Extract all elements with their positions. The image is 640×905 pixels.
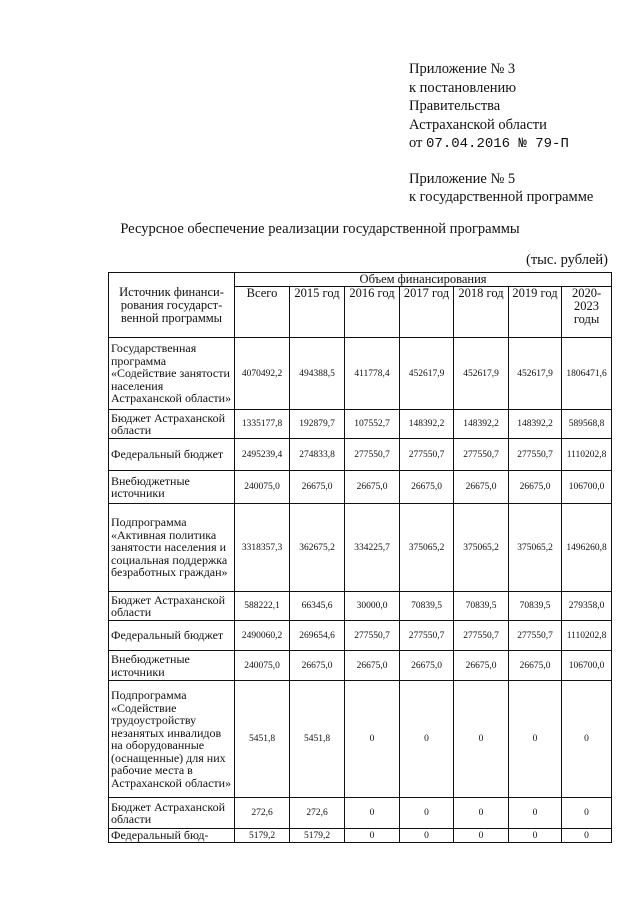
- cell-2019: 70839,5: [509, 592, 562, 621]
- cell-2018: 26675,0: [454, 651, 509, 681]
- cell-2017: 70839,5: [400, 592, 454, 621]
- cell-2015: 5179,2: [290, 829, 345, 843]
- table-row: [109, 681, 612, 798]
- cell-2018: 452617,9: [454, 338, 509, 410]
- approval-line-3: Правительства: [409, 98, 501, 114]
- cell-2020-2023: 589568,8: [562, 410, 612, 439]
- cell-total: 3318357,3: [235, 504, 290, 592]
- volume-header: Объем финансирования: [235, 273, 612, 287]
- cell-2017: 277550,7: [400, 439, 454, 471]
- cell-2019: 26675,0: [509, 651, 562, 681]
- cell-total: 240075,0: [235, 651, 290, 681]
- cell-2016: 0: [345, 798, 400, 829]
- row-label: Бюджет Астраханской области: [109, 592, 235, 621]
- cell-2016: 0: [345, 829, 400, 843]
- cell-2020-2023: 1110202,8: [562, 439, 612, 471]
- approval-date-line: [409, 134, 593, 154]
- cell-2016: 334225,7: [345, 504, 400, 592]
- cell-2017: 452617,9: [400, 338, 454, 410]
- cell-2018: 148392,2: [454, 410, 509, 439]
- cell-2019: 452617,9: [509, 338, 562, 410]
- table-row: [109, 471, 612, 504]
- cell-2020-2023: 1496260,8: [562, 504, 612, 592]
- row-label: Федеральный бюджет: [109, 439, 235, 471]
- row-label: Бюджет Астраханской области: [109, 410, 235, 439]
- cell-2019: 277550,7: [509, 439, 562, 471]
- row-label: Подпрограмма «Содействие трудоустройству незанятых инвалидов на оборудованные (оснащенные) для них рабочие места в Астраханской области»: [109, 681, 235, 798]
- document-title: Ресурсное обеспечение реализации государственной программы: [120, 221, 520, 237]
- column-header: 2020-2023 годы: [562, 287, 612, 338]
- cell-2017: 148392,2: [400, 410, 454, 439]
- cell-2015: 192879,7: [290, 410, 345, 439]
- column-header: 2016 год: [345, 287, 400, 338]
- approval-date-prefix: от: [409, 135, 427, 151]
- column-header: 2017 год: [400, 287, 454, 338]
- cell-2019: 375065,2: [509, 504, 562, 592]
- cell-2017: 0: [400, 798, 454, 829]
- annex-line-2: к государственной программе: [409, 189, 594, 205]
- cell-2020-2023: 0: [562, 681, 612, 798]
- row-label: Внебюджетные источники: [109, 471, 235, 504]
- cell-total: 5451,8: [235, 681, 290, 798]
- cell-2020-2023: 279358,0: [562, 592, 612, 621]
- cell-2015: 66345,6: [290, 592, 345, 621]
- cell-2018: 277550,7: [454, 621, 509, 651]
- table-row: [109, 651, 612, 681]
- cell-2020-2023: 0: [562, 798, 612, 829]
- cell-2015: 274833,8: [290, 439, 345, 471]
- table-row: [109, 798, 612, 829]
- table-row: [109, 829, 612, 843]
- cell-2019: 277550,7: [509, 621, 562, 651]
- approval-line-4: Астраханской области: [409, 116, 547, 133]
- units-label: (тыс. рублей): [526, 252, 608, 268]
- cell-2020-2023: 1806471,6: [562, 338, 612, 410]
- column-header: 2015 год: [290, 287, 345, 338]
- cell-2017: 375065,2: [400, 504, 454, 592]
- cell-2016: 30000,0: [345, 592, 400, 621]
- cell-2020-2023: 0: [562, 829, 612, 843]
- table-row: [109, 621, 612, 651]
- cell-2016: 0: [345, 681, 400, 798]
- cell-2016: 277550,7: [345, 439, 400, 471]
- cell-total: 2490060,2: [235, 621, 290, 651]
- cell-2018: 0: [454, 798, 509, 829]
- cell-2015: 26675,0: [290, 471, 345, 504]
- cell-2019: 148392,2: [509, 410, 562, 439]
- cell-2019: 0: [509, 829, 562, 843]
- row-label: Федеральный бюд-: [109, 829, 235, 843]
- financing-table: [108, 272, 612, 843]
- cell-2016: 107552,7: [345, 410, 400, 439]
- cell-2018: 375065,2: [454, 504, 509, 592]
- cell-2016: 26675,0: [345, 471, 400, 504]
- cell-2019: 0: [509, 798, 562, 829]
- column-header: Всего: [235, 287, 290, 338]
- cell-2017: 277550,7: [400, 621, 454, 651]
- cell-2018: 70839,5: [454, 592, 509, 621]
- column-header: 2019 год: [509, 287, 562, 338]
- cell-2020-2023: 106700,0: [562, 651, 612, 681]
- column-header: 2018 год: [454, 287, 509, 338]
- cell-2017: 26675,0: [400, 471, 454, 504]
- table-row: [109, 410, 612, 439]
- cell-total: 4070492,2: [235, 338, 290, 410]
- source-header: Источник финанси-рования государст-венной программы: [109, 273, 235, 338]
- cell-2015: 26675,0: [290, 651, 345, 681]
- row-label: Бюджет Астраханской области: [109, 798, 235, 829]
- cell-2018: 0: [454, 829, 509, 843]
- cell-2017: 26675,0: [400, 651, 454, 681]
- row-label: Федеральный бюджет: [109, 621, 235, 651]
- annex-line-1: Приложение № 5: [409, 170, 516, 187]
- row-label: Подпрограмма «Активная политика занятости населения и социальная поддержка безработных граждан»: [109, 504, 235, 592]
- cell-2015: 494388,5: [290, 338, 345, 410]
- cell-2018: 26675,0: [454, 471, 509, 504]
- cell-total: 2495239,4: [235, 439, 290, 471]
- cell-2019: 0: [509, 681, 562, 798]
- cell-2020-2023: 1110202,8: [562, 621, 612, 651]
- cell-2018: 0: [454, 681, 509, 798]
- row-label: Государственная программа «Содействие занятости населения Астраханской области»: [109, 338, 235, 410]
- cell-total: 1335177,8: [235, 410, 290, 439]
- cell-2016: 277550,7: [345, 621, 400, 651]
- table-row: [109, 592, 612, 621]
- approval-date-value: 07.04.2016 № 79-П: [426, 136, 569, 152]
- cell-total: 272,6: [235, 798, 290, 829]
- cell-2015: 362675,2: [290, 504, 345, 592]
- cell-2018: 277550,7: [454, 439, 509, 471]
- row-label: Внебюджетные источники: [109, 651, 235, 681]
- cell-2019: 26675,0: [509, 471, 562, 504]
- cell-total: 588222,1: [235, 592, 290, 621]
- cell-2020-2023: 106700,0: [562, 471, 612, 504]
- approval-line-1: Приложение № 3: [409, 61, 516, 77]
- table-row: [109, 504, 612, 592]
- cell-2015: 269654,6: [290, 621, 345, 651]
- cell-2015: 272,6: [290, 798, 345, 829]
- approval-stamp: [409, 60, 593, 207]
- table-row: [109, 439, 612, 471]
- cell-2016: 26675,0: [345, 651, 400, 681]
- cell-total: 5179,2: [235, 829, 290, 843]
- table-row: [109, 338, 612, 410]
- cell-2017: 0: [400, 681, 454, 798]
- cell-2016: 411778,4: [345, 338, 400, 410]
- cell-2017: 0: [400, 829, 454, 843]
- approval-line-2: к постановлению: [409, 79, 517, 96]
- cell-2015: 5451,8: [290, 681, 345, 798]
- cell-total: 240075,0: [235, 471, 290, 504]
